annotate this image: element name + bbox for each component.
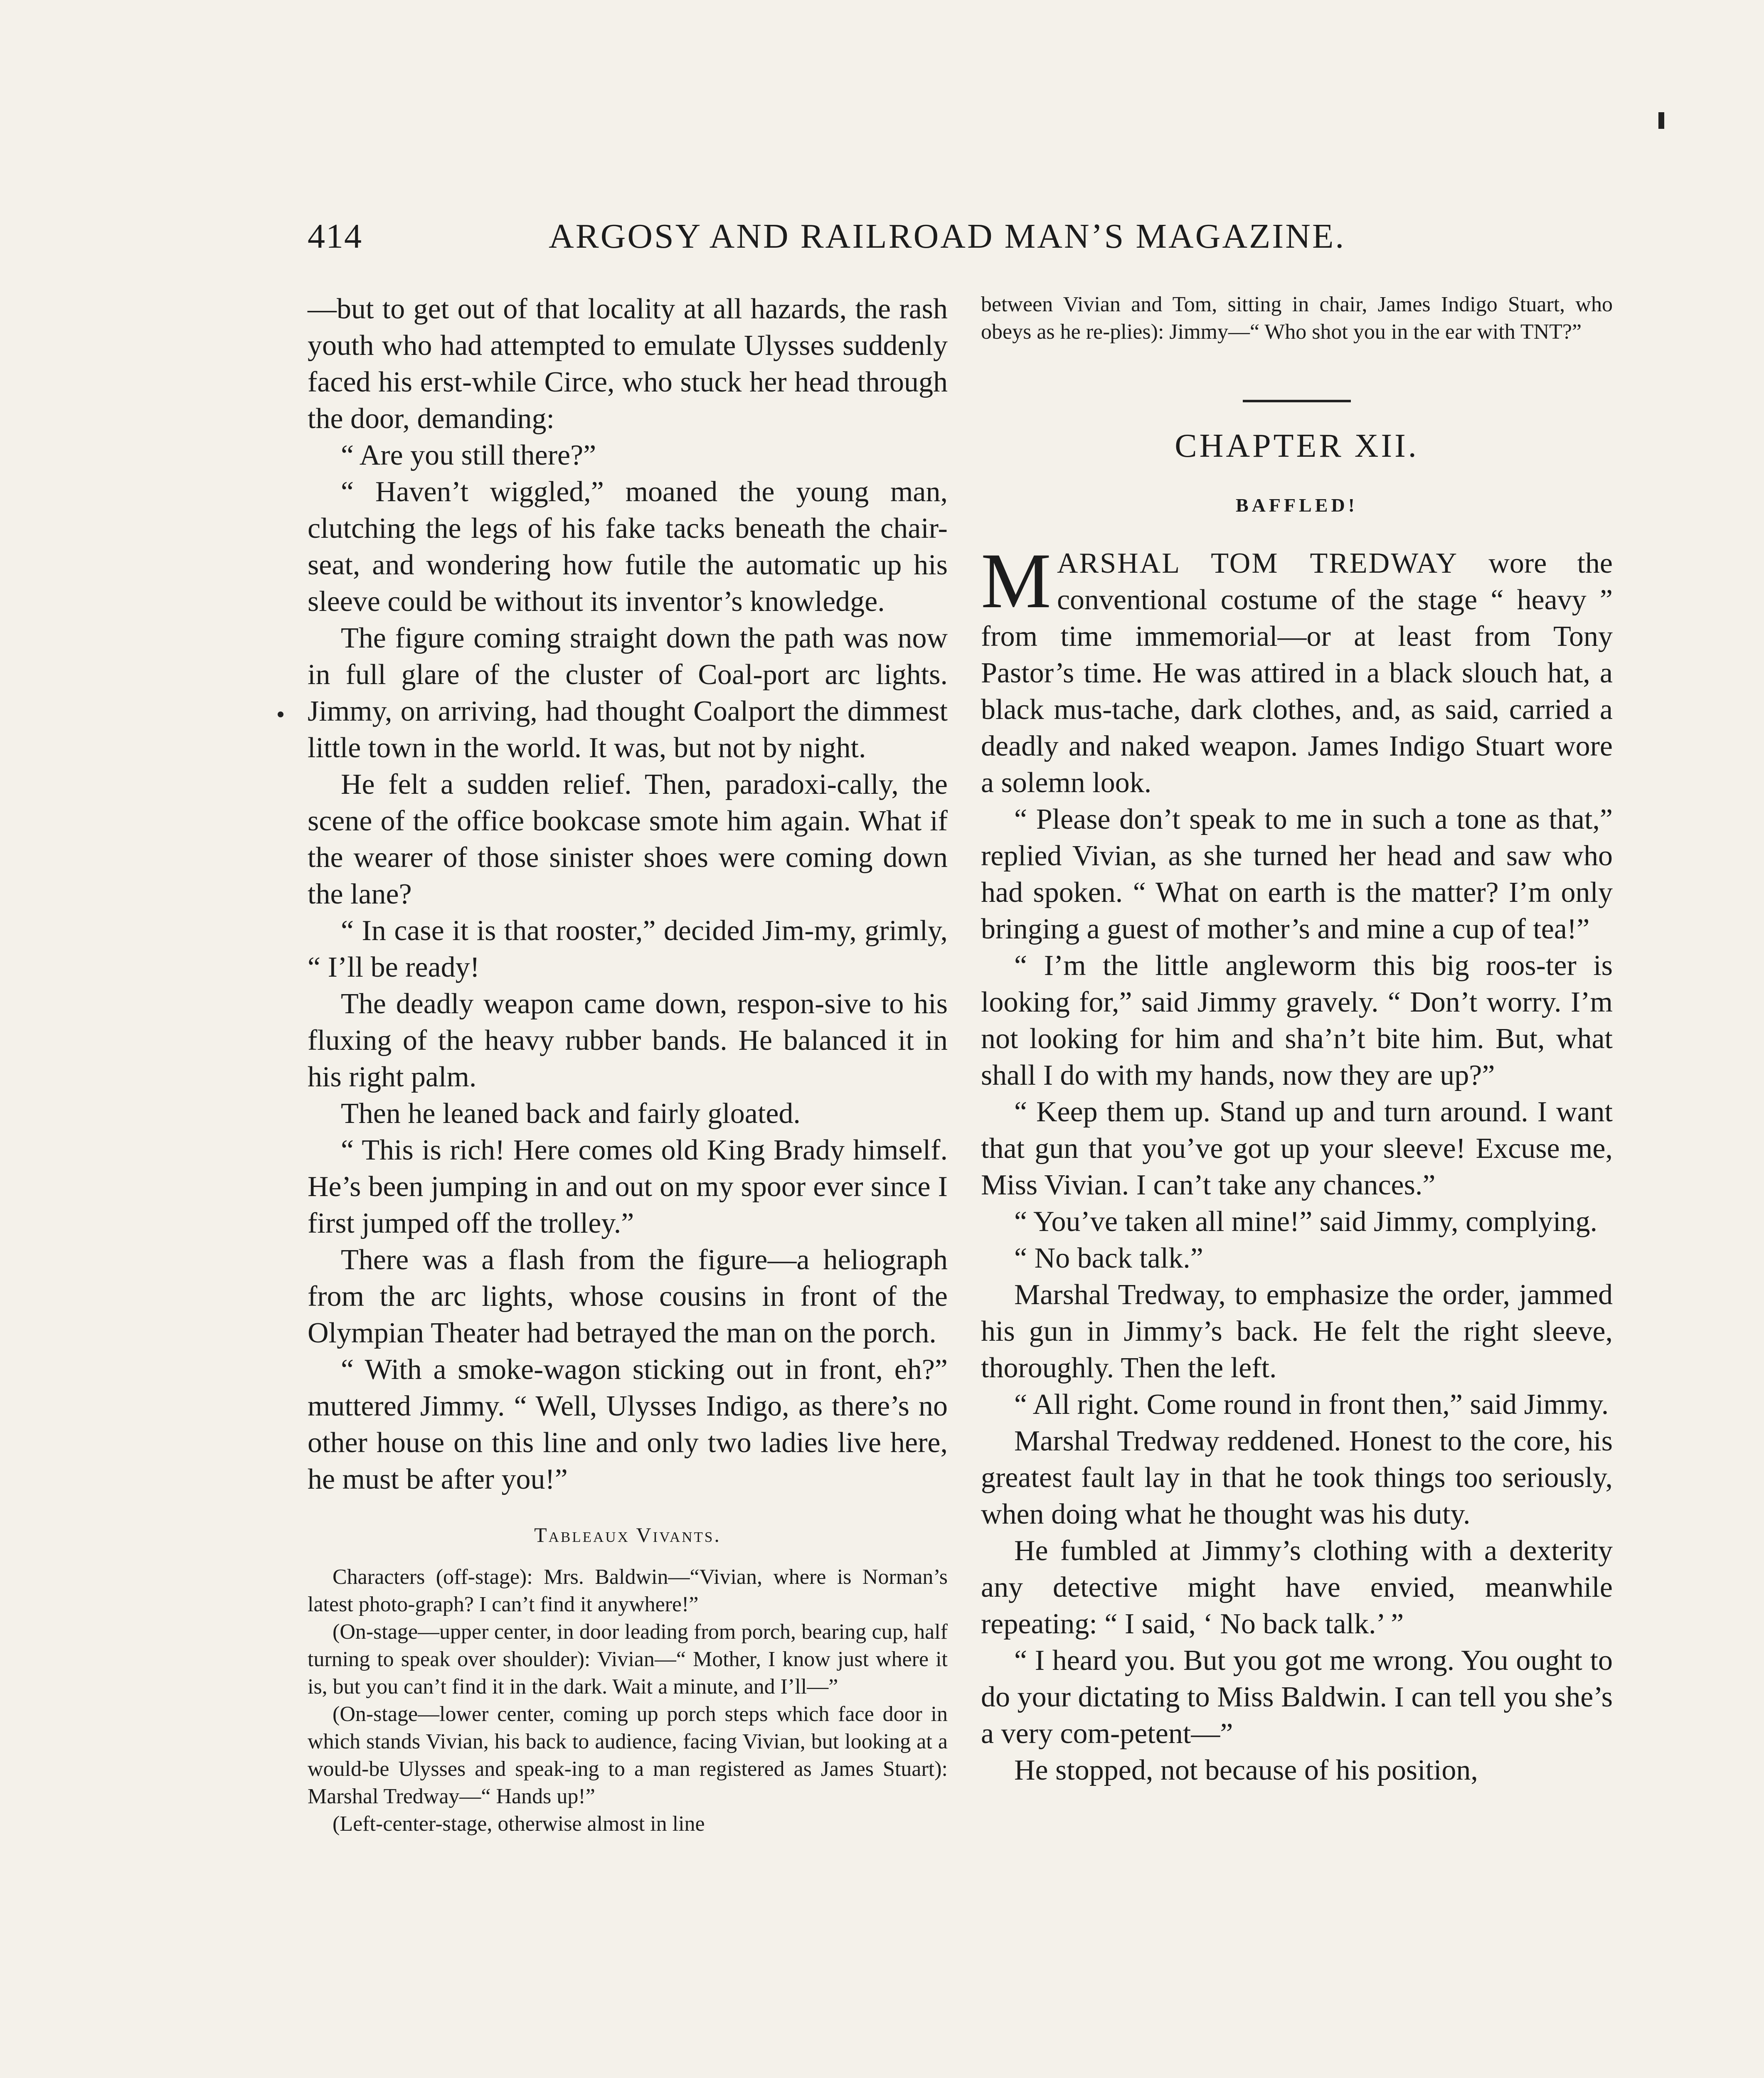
paragraph: “ In case it is that rooster,” decided Jim-my, grimly, “ I’ll be ready! xyxy=(308,915,948,983)
paragraph: He stopped, not because of his position, xyxy=(1014,1754,1478,1786)
opening-caps: ARSHAL TOM TREDWAY xyxy=(1057,547,1459,579)
paragraph: “ I heard you. But you got me wrong. You ought to do your dictating to Miss Baldwin. I can tell you she’s a very com-petent—” xyxy=(981,1645,1613,1750)
tableaux-heading: Tableaux Vivants. xyxy=(534,1523,721,1546)
paragraph: Marshal Tredway reddened. Honest to the core, his greatest fault lay in that he took things too seriously, when doing what he thought was his duty. xyxy=(981,1425,1613,1530)
page-edge-mark xyxy=(1658,112,1664,129)
chapter-title: CHAPTER XII. xyxy=(1175,428,1419,464)
paragraph: “ Keep them up. Stand up and turn around. I want that gun that you’ve got up your sleeve! Excuse me, Miss Vivian. I can’t take any chances.” xyxy=(981,1096,1613,1201)
paragraph: “ Haven’t wiggled,” moaned the young man, clutching the legs of his fake tacks beneath the chair-seat, and wondering how futile the automatic up his sleeve could be without its inventor’s knowledge. xyxy=(308,476,948,618)
paragraph: There was a flash from the figure—a heliograph from the arc lights, whose cousins in front of the Olympian Theater had betrayed the man on the porch. xyxy=(308,1244,948,1349)
paragraph: “ This is rich! Here comes old King Brady himself. He’s been jumping in and out on my spoor ever since I first jumped off the trolley.” xyxy=(308,1134,948,1239)
chapter-subtitle: BAFFLED! xyxy=(1236,495,1358,516)
paragraph: He fumbled at Jimmy’s clothing with a dexterity any detective might have envied, meanwhile repeating: “ I said, ‘ No back talk.’ ” xyxy=(981,1535,1613,1640)
paragraph: “ Are you still there?” xyxy=(341,439,596,471)
ink-dot xyxy=(278,712,283,717)
opening-paragraph xyxy=(981,537,1613,801)
opening-text: wore the conventional costume of the stage “ heavy ” from time immemorial—or at least from Tony Pastor’s time. He was attired in a black slouch hat, a black mus-tache, dark clothes, and, as said, carried a deadly and naked weapon. James Indigo Stuart wore a solemn look. xyxy=(981,547,1613,799)
paragraph: “ Please don’t speak to me in such a tone as that,” replied Vivian, as she turned her head and saw who had spoken. “ What on earth is the matter? I’m only bringing a guest of mother’s and mine a cup of tea!” xyxy=(981,803,1613,945)
paragraph: He felt a sudden relief. Then, paradoxi-cally, the scene of the office bookcase smote him again. What if the wearer of those sinister shoes were coming down the lane? xyxy=(308,768,948,910)
paragraph: “ No back talk.” xyxy=(1014,1242,1203,1274)
paragraph: Then he leaned back and fairly gloated. xyxy=(341,1098,801,1130)
stage-direction: between Vivian and Tom, sitting in chair, James Indigo Stuart, who obeys as he re-plies): Jimmy—“ Who shot you in the ear with TNT?” xyxy=(981,293,1613,344)
stage-direction: (Left-center-stage, otherwise almost in line xyxy=(333,1812,705,1836)
magazine-title: ARGOSY AND RAILROAD MAN’S MAGAZINE. xyxy=(549,217,1346,256)
paragraph: The figure coming straight down the path was now in full glare of the cluster of Coal-port arc lights. Jimmy, on arriving, had thought Coalport the dimmest little town in the world. It was, but not by night. xyxy=(308,622,948,764)
page-number: 414 xyxy=(308,217,362,256)
drop-cap: M xyxy=(981,537,1051,625)
paragraph: “ With a smoke-wagon sticking out in front, eh?” muttered Jimmy. “ Well, Ulysses Indigo, as there’s no other house on this line and only two ladies live here, he must be after you!” xyxy=(308,1354,948,1495)
paragraph: “ I’m the little angleworm this big roos-ter is looking for,” said Jimmy gravely. “ Don’t worry. I’m not looking for him and sha’n’t bite him. But, what shall I do with my hands, now they are up?” xyxy=(981,950,1613,1091)
stage-direction: (On-stage—upper center, in door leading from porch, bearing cup, half turning to speak over shoulder): Vivian—“ Mother, I know just where it is, but you can’t find it in the dark. Wait a minute, and I’ll—” xyxy=(308,1620,948,1699)
paragraph: “ All right. Come round in front then,” said Jimmy. xyxy=(1014,1389,1609,1421)
section-divider xyxy=(1243,400,1351,402)
right-column xyxy=(981,291,1613,1789)
paragraph: “ You’ve taken all mine!” said Jimmy, complying. xyxy=(1014,1206,1598,1238)
page-header xyxy=(308,216,1430,266)
left-column xyxy=(308,291,948,1838)
stage-direction: Characters (off-stage): Mrs. Baldwin—“Vivian, where is Norman’s latest photo-graph? I can’t find it anywhere!” xyxy=(308,1565,948,1616)
paragraph: —but to get out of that locality at all hazards, the rash youth who had attempted to emulate Ulysses suddenly faced his erst-while Circe, who stuck her head through the door, demanding: xyxy=(308,293,948,435)
paragraph: Marshal Tredway, to emphasize the order, jammed his gun in Jimmy’s back. He felt the right sleeve, thoroughly. Then the left. xyxy=(981,1279,1613,1384)
paragraph: The deadly weapon came down, respon-sive to his fluxing of the heavy rubber bands. He balanced it in his right palm. xyxy=(308,988,948,1093)
stage-direction: (On-stage—lower center, coming up porch steps which face door in which stands Vivian, his back to audience, facing Vivian, but looking at a would-be Ulysses and speak-ing to a man registered as James Stuart): Marshal Tredway—“ Hands up!” xyxy=(308,1702,948,1808)
